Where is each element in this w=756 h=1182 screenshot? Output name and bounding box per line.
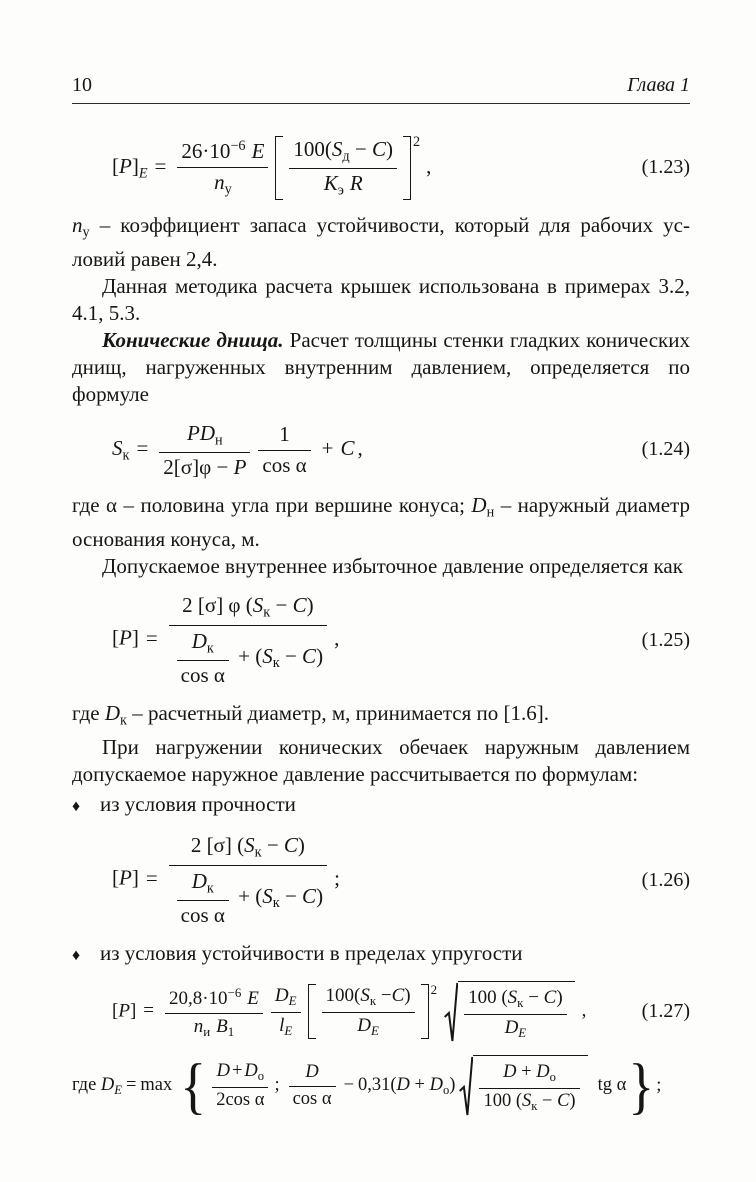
formula-1-26: [P] = 2 [σ] $(S_к - C)$ $\frac{D_к}{\text{cos α}}$ + $(S_к - C)$ ; <box>112 833 340 927</box>
diamond-bullet-icon: ♦ <box>72 798 81 816</box>
equation-number-1-26: (1.26) <box>641 868 690 891</box>
paragraph-safety-factor: $n_у$ – коэффициент запаса устойчивости, который для рабочих условий равен 2,4. <box>72 212 690 271</box>
paragraph-dk-definition: где $D_к$ – расчетный диаметр, м, принимается по [1.6]. <box>72 700 550 729</box>
paragraph-allowable-pressure: Допускаемое внутреннее избыточное давление определяется как <box>102 554 683 579</box>
paragraph-alpha-definition: где α – половина угла при вершине конуса; $D_н$ – наружный диаметр основания конуса, м. <box>72 493 690 552</box>
left-bracket <box>275 136 283 200</box>
formula-1-27: [P] = $\frac{20,8\cdot 10^{-6} E}{n_и B_1}$ $\frac{D_E}{l_E}$ $\frac{100(S_к -C)}{D_E}$ 2 $\frac{100 (S_к - C)}{D_E}$ , <box>112 981 586 1043</box>
equation-1-25 <box>72 592 690 688</box>
equation-number-1-24: (1.24) <box>641 438 690 461</box>
paragraph-conical-bottoms: Конические днища. Расчет толщины стенки гладких конических днищ, нагруженных внутренним давлением, определяется по формуле <box>72 327 690 406</box>
formula-1-23: $[P]_E$ = $\frac{26\cdot 10^{-6} E}{n_у}$ $\frac{100(S_д - C)}{K_э R}$ 2 , <box>112 134 432 199</box>
open-brace: { <box>180 1051 207 1121</box>
formula-1-25: [P] = 2 [σ] φ $(S_к - C)$ $\frac{D_к}{\text{cos α}}$ + $(S_к - C)$ , <box>112 593 340 687</box>
left-bracket <box>308 984 316 1039</box>
header-rule <box>72 103 690 104</box>
equation-1-27 <box>72 981 690 1043</box>
bullet-stability-condition: ♦ из условия устойчивости в пределах упругости <box>72 940 690 969</box>
diamond-bullet-icon: ♦ <box>72 946 81 964</box>
radical-icon <box>444 981 458 1043</box>
close-brace: } <box>628 1051 655 1121</box>
equation-number-1-27: (1.27) <box>641 1000 690 1023</box>
formula-de-definition: где $D_E = \max$ { $\frac{D + D_о}{\text{2cos α}}$ ; $\frac{D}{\text{cos α}}$ − $0,31(D + D_о)$ $\frac{D + D_о}{100 (S_к - C)}$ tg α} ; <box>72 1051 662 1121</box>
paragraph-external-pressure: При нагружении конических обечаек наружным давлением допускаемое наружное давление рассчитывается по формулам: <box>72 735 690 787</box>
bullet-strength-condition: ♦ из условия прочности <box>72 791 690 820</box>
equation-1-23 <box>72 136 690 200</box>
page-number: 10 <box>72 74 92 96</box>
radical-icon <box>459 1055 473 1117</box>
right-bracket <box>403 136 411 200</box>
page-header <box>72 74 690 97</box>
formula-1-24: $S_к$ = $\frac{PD_н}{2[\sigma]\varphi - P}$ $\frac{1}{\text{cos α}}$ + C , <box>112 420 363 480</box>
equation-number-1-23: (1.23) <box>641 156 690 179</box>
chapter-header: Глава 1 <box>627 74 690 96</box>
equation-number-1-25: (1.25) <box>641 628 690 651</box>
right-bracket <box>421 984 429 1039</box>
paragraph-method-examples: Данная методика расчета крышек использована в примерах 3.2, 4.1, 5.3. <box>72 273 690 325</box>
equation-1-26 <box>72 832 690 928</box>
equation-1-24 <box>72 420 690 480</box>
